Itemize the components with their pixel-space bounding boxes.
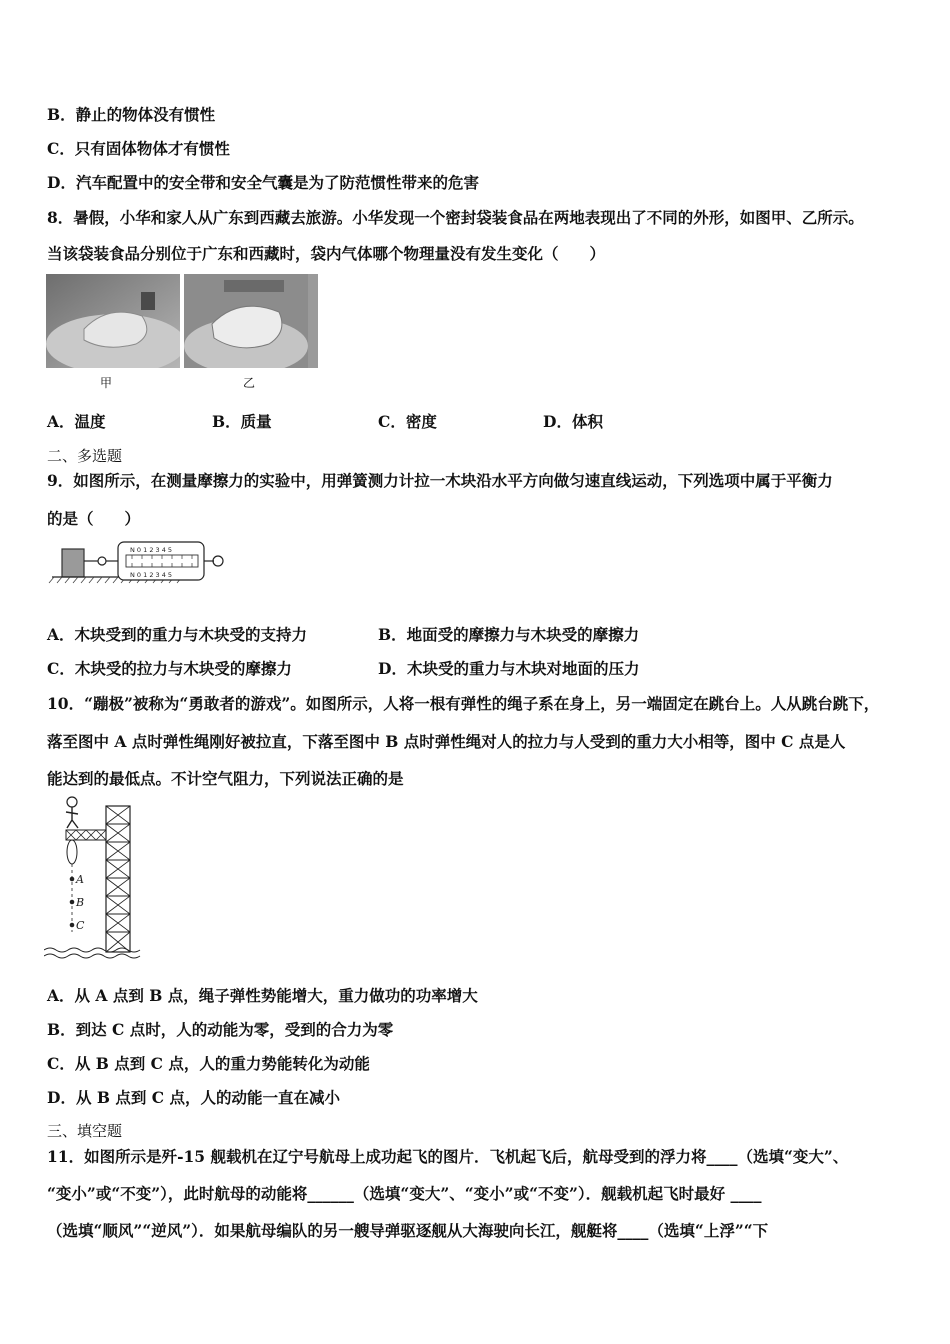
q10-option-b: B．到达 C 点时，人的动能为零，受到的合力为零 <box>47 1020 394 1039</box>
section-heading-multiple-choice: 二、多选题 <box>47 447 123 465</box>
q11-stem-line2: “变小”或“不变”），此时航母的动能将______（选填“变大”、“变小”或“不变”）．舰载机起飞时最好 ____ <box>47 1184 762 1203</box>
q11-stem-line1: 11．如图所示是歼-15 舰载机在辽宁号航母上成功起飞的图片．飞机起飞后，航母受到的浮力将____（选填“变大”、 <box>47 1147 849 1166</box>
q9-option-c: C．木块受的拉力与木块受的摩擦力 <box>47 659 292 678</box>
q8-option-c: C．密度 <box>378 412 437 431</box>
q11-stem-line3: （选填“顺风”“逆风”）．如果航母编队的另一艘导弹驱逐舰从大海驶向长江，舰艇将____（选填“上浮”“下 <box>47 1221 769 1240</box>
photo-bag-guangdong <box>46 274 180 368</box>
point-a-label: A <box>76 873 84 886</box>
photo-bag-tibet <box>184 274 318 368</box>
q9-option-a: A．木块受到的重力与木块受的支持力 <box>47 625 308 644</box>
point-b-label: B <box>76 896 85 909</box>
spring-scale-diagram <box>46 537 226 597</box>
q8-option-b: B．质量 <box>212 412 272 431</box>
bungee-tower-diagram <box>44 792 144 962</box>
q9-option-d: D．木块受的重力与木块对地面的压力 <box>378 659 640 678</box>
q10-option-d: D．从 B 点到 C 点，人的动能一直在减小 <box>47 1088 340 1107</box>
q10-stem-line1: 10．“蹦极”被称为“勇敢者的游戏”。如图所示，人将一根有弹性的绳子系在身上，另一端固定在跳台上。人从跳台跳下， <box>47 694 880 713</box>
q10-option-c: C．从 B 点到 C 点，人的重力势能转化为动能 <box>47 1054 370 1073</box>
scale-top-labels: N 0 1 2 3 4 5 <box>130 546 173 554</box>
section-heading-fill-in: 三、填空题 <box>47 1122 123 1140</box>
q7-option-d: D．汽车配置中的安全带和安全气囊是为了防范惯性带来的危害 <box>47 173 479 192</box>
scale-bottom-labels: N 0 1 2 3 4 5 <box>130 571 173 579</box>
q10-option-a: A．从 A 点到 B 点，绳子弹性势能增大，重力做功的功率增大 <box>47 986 478 1005</box>
q9-stem-line2: 的是（ ） <box>47 509 141 528</box>
q7-option-c: C．只有固体物体才有惯性 <box>47 139 230 158</box>
caption-yi: 乙 <box>243 376 256 390</box>
caption-jia: 甲 <box>100 376 113 390</box>
q8-option-a: A．温度 <box>47 412 106 431</box>
q8-option-d: D．体积 <box>543 412 603 431</box>
q10-stem-line2: 落至图中 A 点时弹性绳刚好被拉直，下落至图中 B 点时弹性绳对人的拉力与人受到的重力大小相等，图中 C 点是人 <box>47 732 846 751</box>
q8-stem-line1: 8．暑假，小华和家人从广东到西藏去旅游。小华发现一个密封袋装食品在两地表现出了不同的外形，如图甲、乙所示。 <box>47 208 864 227</box>
q9-option-b: B．地面受的摩擦力与木块受的摩擦力 <box>378 625 640 644</box>
q10-stem-line3: 能达到的最低点。不计空气阻力，下列说法正确的是 <box>47 769 404 788</box>
point-c-label: C <box>76 919 85 932</box>
q8-stem-line2: 当该袋装食品分别位于广东和西藏时，袋内气体哪个物理量没有发生变化（ ） <box>47 244 606 263</box>
q9-stem-line1: 9．如图所示，在测量摩擦力的实验中，用弹簧测力计拉一木块沿水平方向做匀速直线运动，下列选项中属于平衡力 <box>47 471 833 490</box>
q7-option-b: B．静止的物体没有惯性 <box>47 105 216 124</box>
